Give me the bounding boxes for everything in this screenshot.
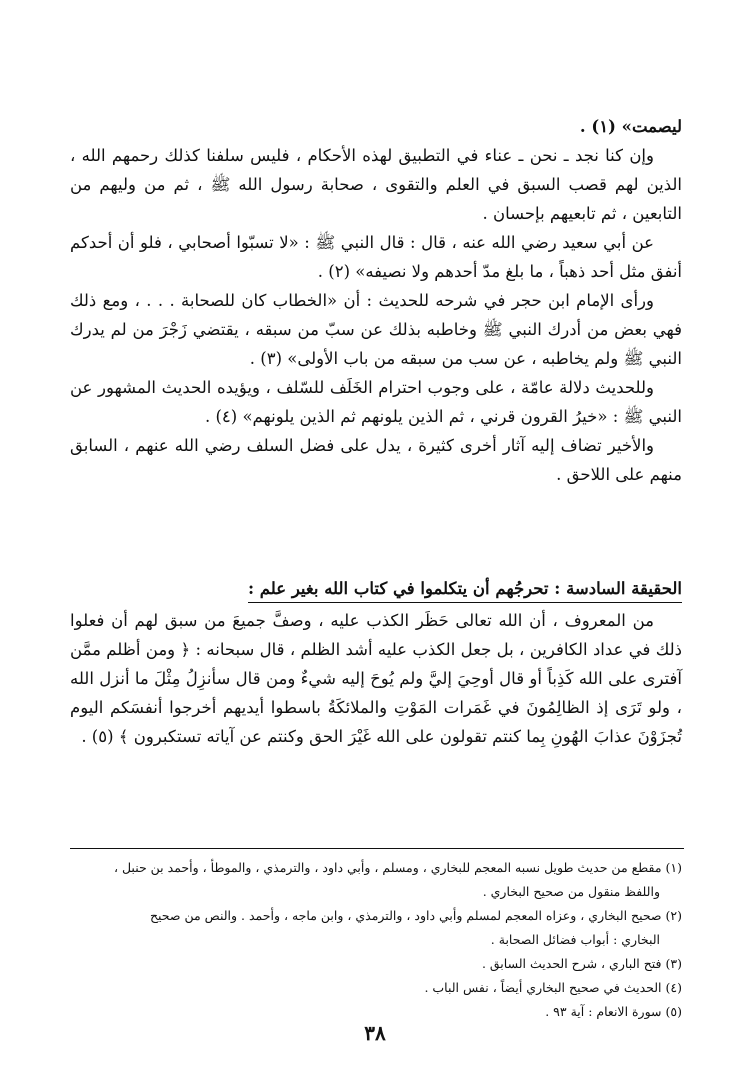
footnote-1-line2: واللفظ منقول من صحيح البخاري . (482, 884, 660, 899)
section-text (70, 606, 682, 751)
footnote-divider (70, 848, 684, 849)
footnote-2 (70, 904, 682, 952)
footnote-2-line1: (٢) صحيح البخاري ، وعزاه المعجم لمسلم وأبي داود ، والترمذي ، وابن ماجه ، وأحمد . والنص من صحيح (149, 908, 682, 923)
section-paragraph: من المعروف ، أن الله تعالى حَظَر الكذب عليه ، وصفَّ جميعَ من سبق لهم أن فعلوا ذلك في عداد الكافرين ، بل جعل الكذب عليه أشد الظلم ، قال سبحانه : ﴿ ومن أظلم ممَّن آفترى على الله كَذِباً أو قال أوحِيَ إليَّ ولم يُوحَ إليه شيءٌ ومن قال سأنزِلُ مِثْلَ ما أنزل الله ، ولو تَرَى إذ الظالِمُونَ في غَمَرات المَوْتِ والملائكَةُ باسطوا أيديهم أخرجوا أنفسَكم اليوم تُجزَوْنَ عذابَ الهُونِ بِما كنتم تقولون على الله غَيْرَ الحق وكنتم عن آياته تستكبرون ﴾ (٥) . (70, 611, 682, 746)
footnote-4: (٤) الحديث في صحيح البخاري أيضاً ، نفس الباب . (424, 980, 682, 995)
paragraph-4: ورأى الإمام ابن حجر في شرحه للحديث : أن «الخطاب كان للصحابة . . . ، ومع ذلك فهي بعض من أدرك النبي ﷺ وخاطبه بذلك عن سبّ من سبقه ، يقتضي زَجْرَ من لم يدرك النبي ﷺ ولم يخاطبه ، عن سب من سبقه من باب الأولى» (٣) . (70, 291, 682, 368)
footnote-5: (٥) سورة الانعام : آية ٩٣ . (545, 1004, 682, 1019)
paragraph-1: ليصمت» (١) . (579, 117, 682, 136)
footnotes (70, 856, 682, 1024)
section-heading: الحقيقة السادسة : تحرجُهم أن يتكلموا في كتاب الله بغير علم : (248, 578, 682, 603)
paragraph-3: عن أبي سعيد رضي الله عنه ، قال : قال النبي ﷺ : «لا تسبّوا أصحابي ، فلو أن أحدكم أنفق مثل أحد ذهباً ، ما بلغ مدّ أحدهم ولا نصيفه» (٢) . (70, 233, 682, 281)
paragraph-5: وللحديث دلالة عامّة ، على وجوب احترام الخَلَف للسّلف ، ويؤيده الحديث المشهور عن النبي ﷺ : «خيرُ القرون قرني ، ثم الذين يلونهم ثم الذين يلونهم» (٤) . (70, 378, 682, 426)
page-number: ٣٨ (364, 1021, 386, 1045)
footnote-3: (٣) فتح الباري ، شرح الحديث السابق . (481, 956, 682, 971)
paragraph-2: وإن كنا نجد ـ نحن ـ عناء في التطبيق لهذه الأحكام ، فليس سلفنا كذلك رحمهم الله ، الذين لهم قصب السبق في العلم والتقوى ، صحابة رسول الله ﷺ ، ثم من وليهم من التابعين ، ثم تابعيهم بإحسان . (70, 146, 682, 223)
main-text (70, 112, 682, 489)
footnote-1-line1: (١) مقطع من حديث طويل نسبه المعجم للبخاري ، ومسلم ، وأبي داود ، والترمذي ، والموطأ ، وأحمد بن حنبل ، (113, 860, 682, 875)
footnote-2-line2: البخاري : أبواب فضائل الصحابة . (490, 932, 660, 947)
paragraph-6: والأخير تضاف إليه آثار أخرى كثيرة ، يدل على فضل السلف رضي الله عنهم ، السابق منهم على اللاحق . (70, 436, 682, 484)
footnote-1 (70, 856, 682, 904)
